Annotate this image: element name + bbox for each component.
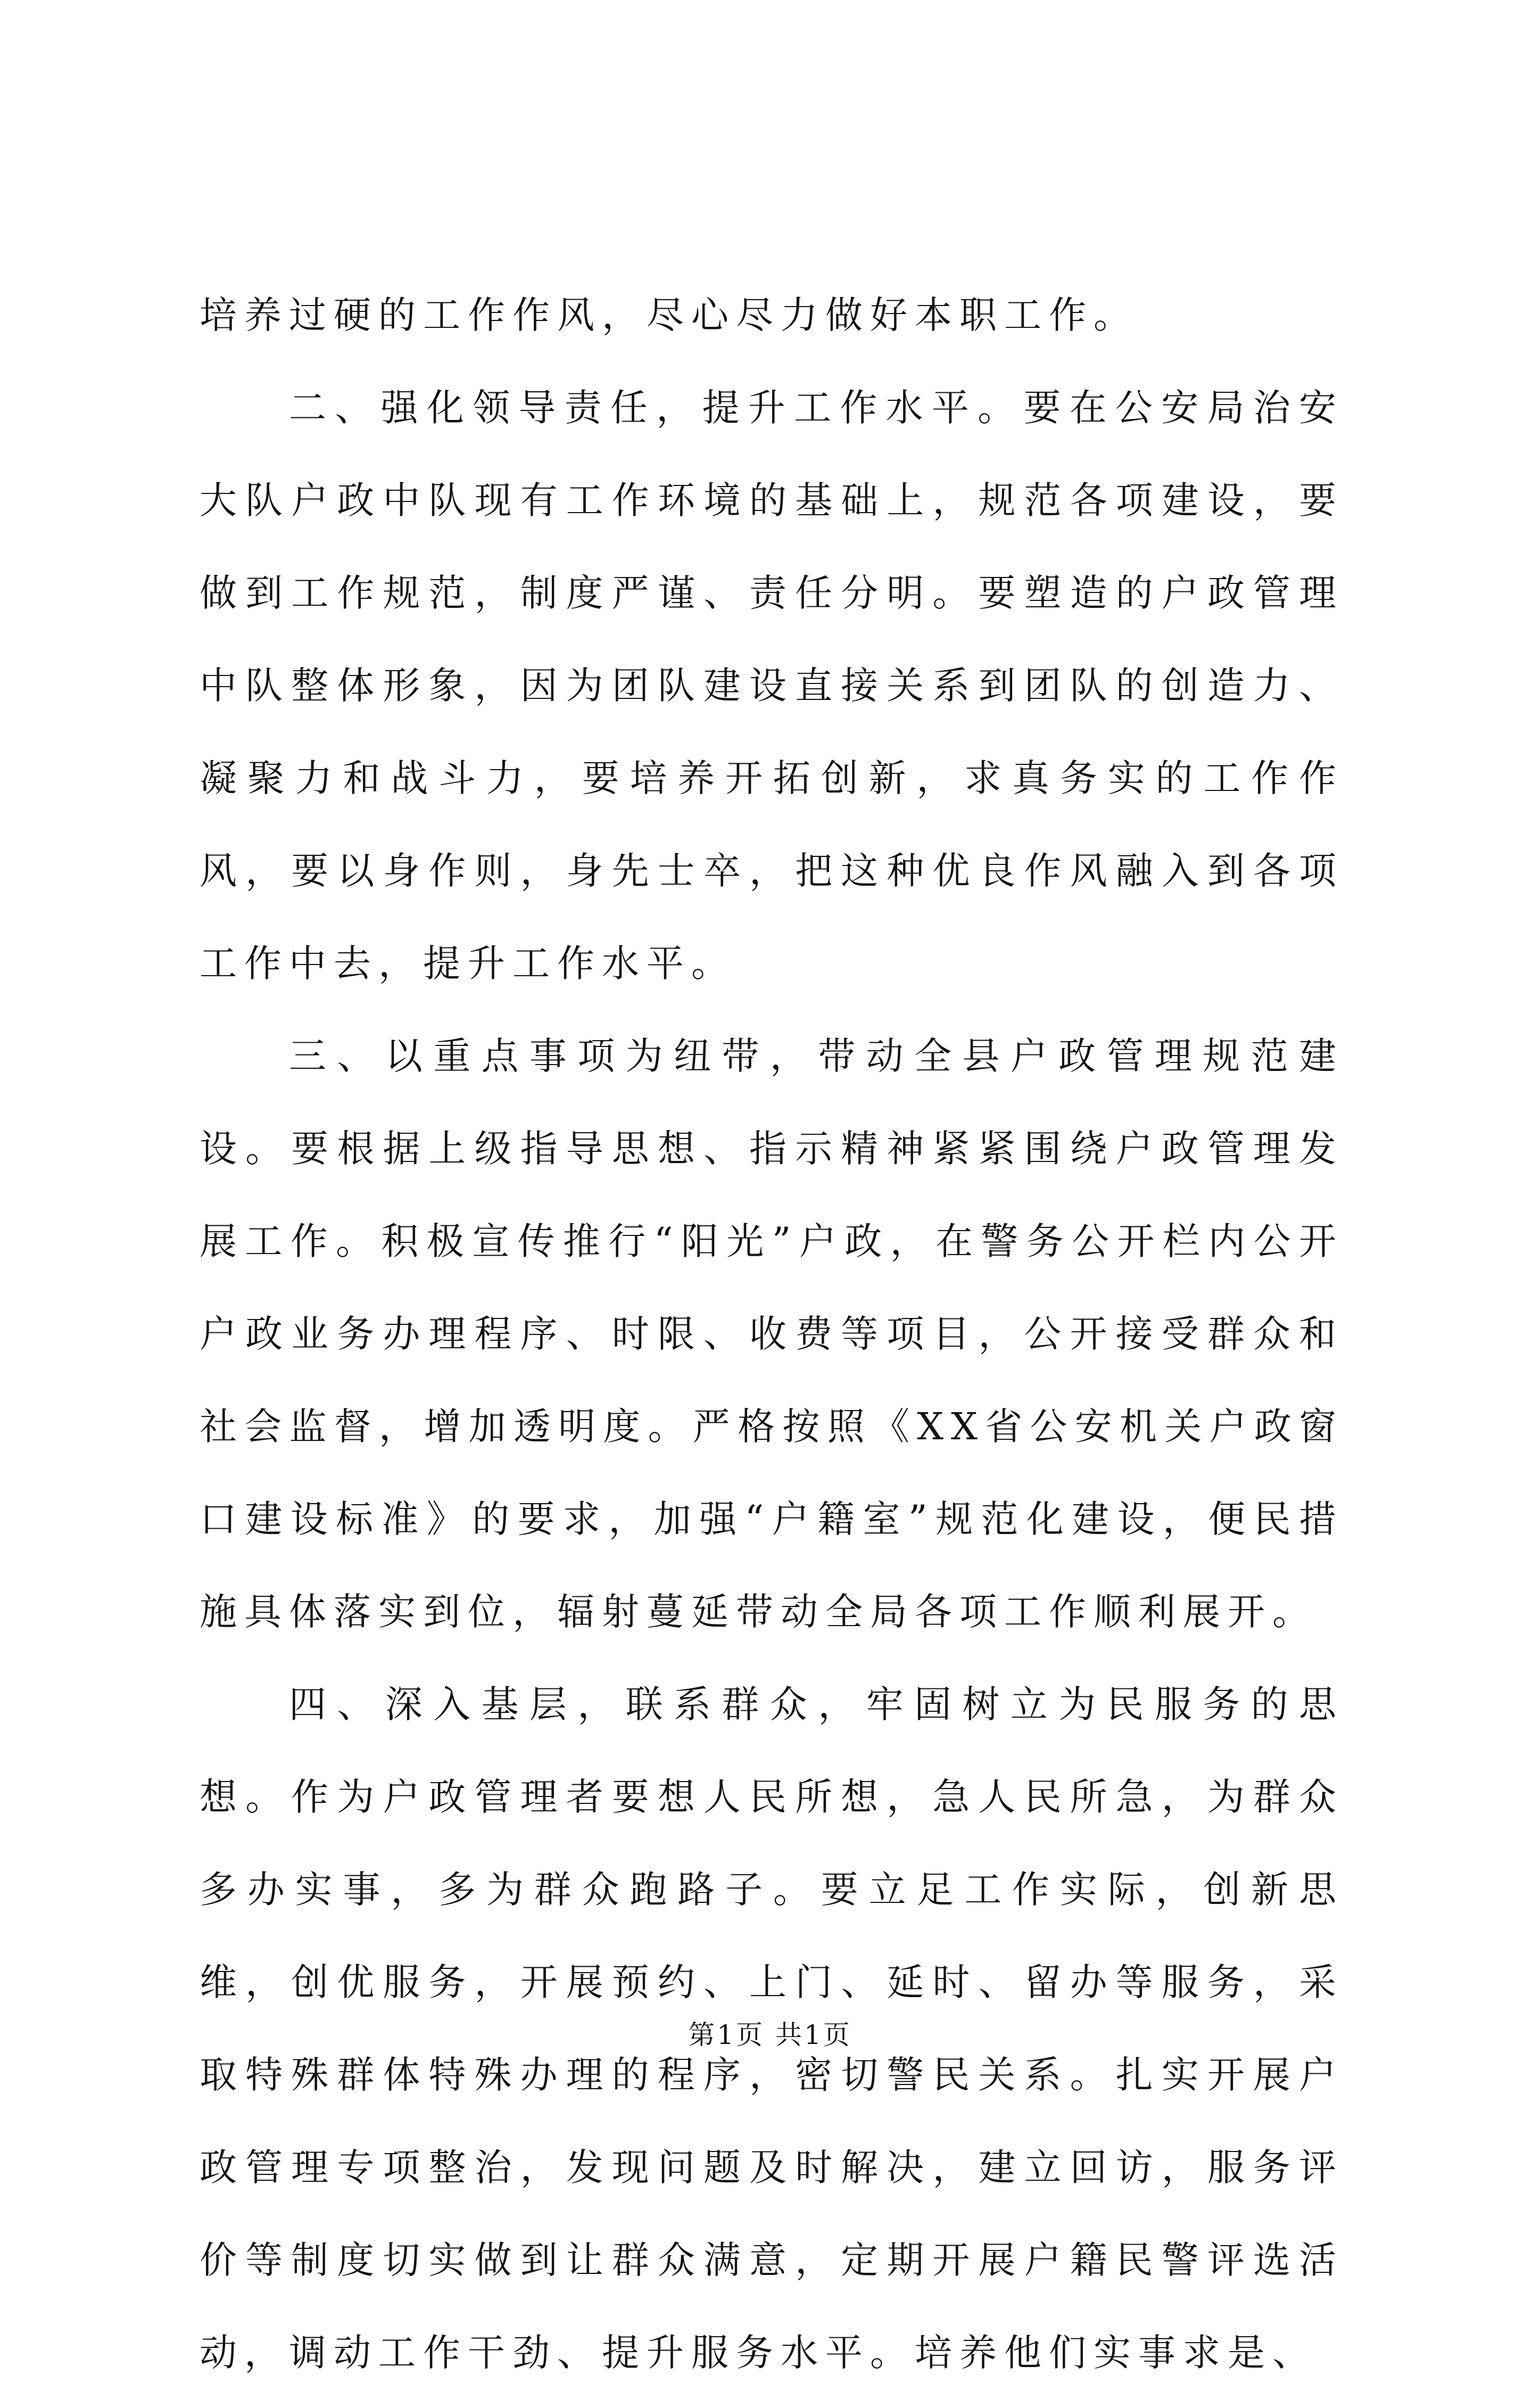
document-body <box>200 269 1344 2399</box>
paragraph-1: 培养过硬的工作作风，尽心尽力做好本职工作。 <box>200 293 1138 337</box>
paragraph-2: 二、强化领导责任，提升工作水平。要在公安局治安大队户政中队现有工作环境的基础上，规范各项建设，要做到工作规范，制度严谨、责任分明。要塑造的户政管理中队整体形象，因为团队建设直接关系到团队的创造力、凝聚力和战斗力，要培养开拓创新，求真务实的工作作风，要以身作则，身先士卒，把这种优良作风融入到各项工作中去，提升工作水平。 <box>200 386 1344 985</box>
paragraph-3: 三、以重点事项为纽带，带动全县户政管理规范建设。要根据上级指导思想、指示精神紧紧围绕户政管理发展工作。积极宣传推行“阳光”户政，在警务公开栏内公开户政业务办理程序、时限、收费等项目，公开接受群众和社会监督，增加透明度。严格按照《XX省公安机关户政窗口建设标准》的要求，加强“户籍室”规范化建设，便民措施具体落实到位，辐射蔓延带动全局各项工作顺利展开。 <box>200 1034 1344 1634</box>
page-number-footer: 第1页 共1页 <box>688 2019 852 2050</box>
paragraph-4: 四、深入基层，联系群众，牢固树立为民服务的思想。作为户政管理者要想人民所想，急人民所急，为群众多办实事，多为群众跑路子。要立足工作实际，创新思维，创优服务，开展预约、上门、延时、留办等服务，采取特殊群体特殊办理的程序，密切警民关系。扎实开展户政管理专项整治，发现问题及时解决，建立回访，服务评价等制度切实做到让群众满意，定期开展户籍民警评选活动，调动工作干劲、提升服务水平。培养他们实事求是、 <box>200 1683 1344 2375</box>
